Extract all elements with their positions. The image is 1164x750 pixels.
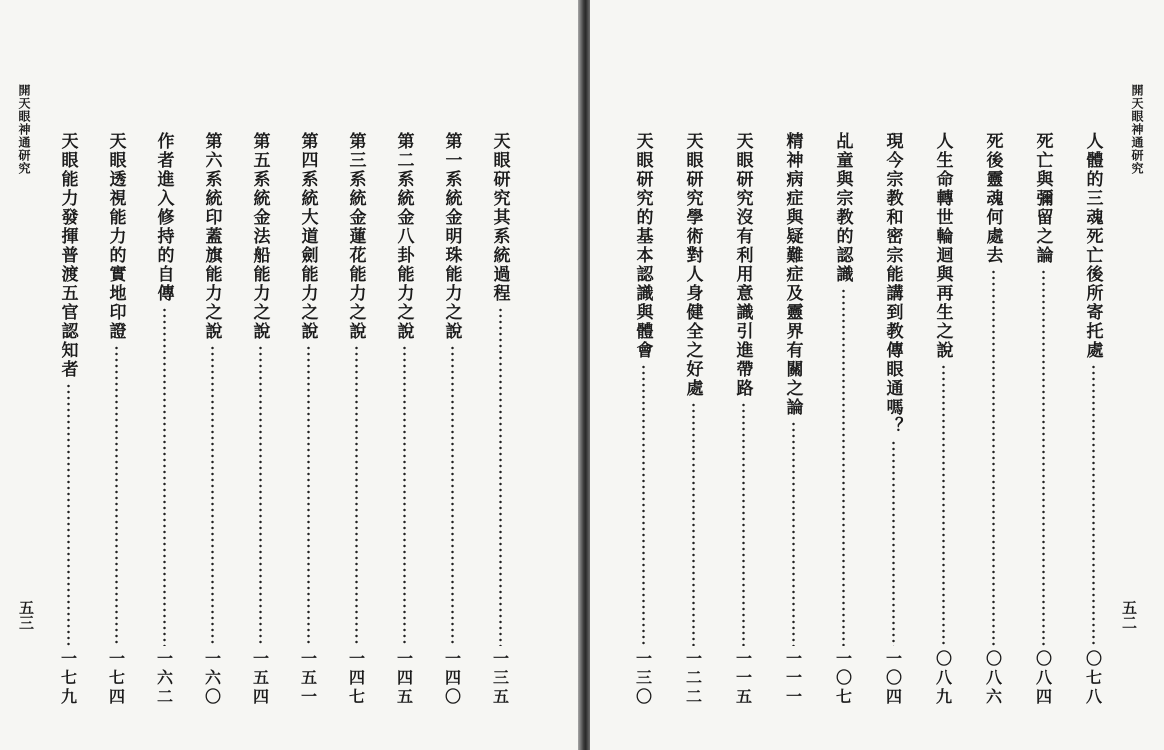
toc-entry-page: 一五四 <box>250 650 270 707</box>
toc-entry-page: 一一一 <box>783 650 803 707</box>
toc-entry-title: 第二系統金八卦能力之說 <box>393 132 414 341</box>
toc-entry-page: 〇七八 <box>1083 650 1103 707</box>
left-page <box>0 0 580 750</box>
toc-entry-title: 天眼研究沒有利用意識引進帶路 <box>732 132 753 398</box>
dot-leader <box>842 288 845 646</box>
toc-entry-title: 乩童與宗教的認識 <box>832 132 853 284</box>
toc-entry-page: 〇八四 <box>1033 650 1053 707</box>
dot-leader <box>1092 364 1095 646</box>
dot-leader <box>642 364 645 646</box>
toc-entry <box>103 132 129 707</box>
toc-entry-title: 第四系統大道劍能力之說 <box>297 132 318 341</box>
dot-leader <box>115 345 118 646</box>
toc-entry-title: 作者進入修持的自傳 <box>153 132 174 303</box>
toc-entry <box>980 132 1006 707</box>
dot-leader <box>499 307 502 646</box>
toc-entry <box>295 132 321 707</box>
dot-leader <box>163 307 166 646</box>
toc-entry <box>680 132 706 707</box>
toc-entry-page: 〇八六 <box>983 650 1003 707</box>
dot-leader <box>211 345 214 646</box>
toc-entry-title: 天眼透視能力的實地印證 <box>105 132 126 341</box>
dot-leader <box>259 345 262 646</box>
toc-entry <box>439 132 465 707</box>
dot-leader <box>403 345 406 646</box>
toc-entry-title: 第六系統印蓋旗能力之說 <box>201 132 222 341</box>
toc-entry-page: 一四五 <box>394 650 414 707</box>
toc-entry <box>487 132 513 707</box>
toc-entry-page: 一七九 <box>58 650 78 707</box>
toc-entry-title: 死後靈魂何處去 <box>982 132 1003 265</box>
toc-entry-page: 一〇四 <box>883 650 903 707</box>
toc-entry <box>1030 132 1056 707</box>
toc-entry-page: 一六二 <box>154 650 174 707</box>
toc-entry-page: 一四〇 <box>442 650 462 707</box>
dot-leader <box>942 364 945 646</box>
dot-leader <box>792 421 795 646</box>
toc-entry <box>247 132 273 707</box>
toc-entry-title: 人體的三魂死亡後所寄托處 <box>1082 132 1103 360</box>
toc-entry <box>930 132 956 707</box>
toc-entry-title: 現今宗教和密宗能講到教傳眼通嗎？ <box>882 132 903 436</box>
toc-entry-page: 一〇七 <box>833 650 853 707</box>
dot-leader <box>742 402 745 646</box>
toc-entry <box>780 132 806 707</box>
dot-leader <box>67 383 70 646</box>
toc-entry <box>730 132 756 707</box>
toc-entry <box>1080 132 1106 707</box>
toc-entry-page: 一七四 <box>106 650 126 707</box>
toc-entry-title: 天眼研究其系統過程 <box>489 132 510 303</box>
toc-entry-title: 天眼能力發揮普渡五官認知者 <box>57 132 78 379</box>
toc-entry-page: 一二二 <box>683 650 703 707</box>
toc-entry-title: 第五系統金法船能力之說 <box>249 132 270 341</box>
toc-entry-title: 死亡與彌留之論 <box>1032 132 1053 265</box>
dot-leader <box>692 402 695 646</box>
toc-entry-page: 一一五 <box>733 650 753 707</box>
toc-entry-page: 一四七 <box>346 650 366 707</box>
page-number: 五三 <box>17 600 35 630</box>
right-page <box>590 0 1164 750</box>
toc-entry-title: 人生命轉世輪迴與再生之說 <box>932 132 953 360</box>
toc-entry <box>199 132 225 707</box>
toc-entry <box>630 132 656 707</box>
toc-entry-page: 一三〇 <box>633 650 653 707</box>
running-header: 開天眼神通研究 <box>17 84 31 175</box>
dot-leader <box>992 269 995 646</box>
toc-entry-page: 一五一 <box>298 650 318 707</box>
dot-leader <box>892 440 895 646</box>
dot-leader <box>307 345 310 646</box>
toc-entry <box>343 132 369 707</box>
toc-entry <box>151 132 177 707</box>
dot-leader <box>355 345 358 646</box>
toc-entry <box>55 132 81 707</box>
toc-entry-title: 第三系統金蓮花能力之說 <box>345 132 366 341</box>
toc-entry-page: 一三五 <box>490 650 510 707</box>
page-number: 五二 <box>1120 600 1138 630</box>
dot-leader <box>451 345 454 646</box>
toc-entry-page: 〇八九 <box>933 650 953 707</box>
toc-entry-title: 天眼研究學術對人身健全之好處 <box>682 132 703 398</box>
running-header: 開天眼神通研究 <box>1130 84 1144 175</box>
toc-entry-title: 天眼研究的基本認識與體會 <box>632 132 653 360</box>
toc-entry <box>880 132 906 707</box>
dot-leader <box>1042 269 1045 646</box>
toc-entry-title: 第一系統金明珠能力之說 <box>441 132 462 341</box>
toc-entry-title: 精神病症與疑難症及靈界有關之論 <box>782 132 803 417</box>
toc-entry-page: 一六〇 <box>202 650 222 707</box>
toc-entry <box>391 132 417 707</box>
toc-entry <box>830 132 856 707</box>
